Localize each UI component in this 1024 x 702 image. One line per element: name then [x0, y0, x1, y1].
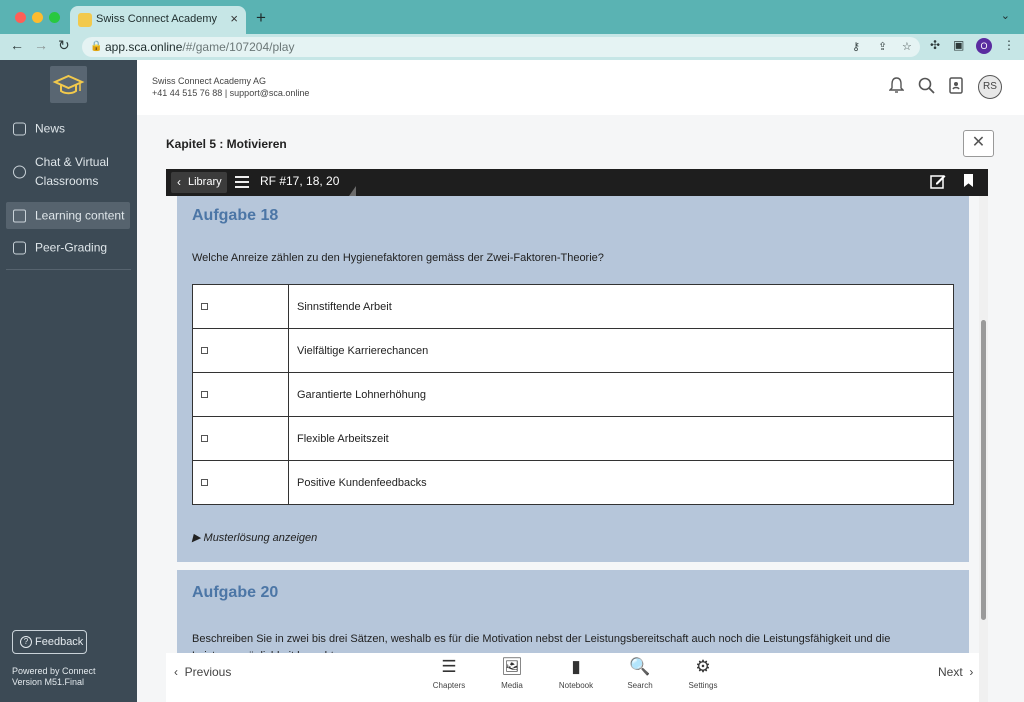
notebook-icon: ▮ — [571, 657, 581, 676]
reader-scrollbar[interactable] — [979, 196, 988, 702]
option-checkbox-cell — [193, 417, 289, 461]
scrollbar-thumb[interactable] — [981, 320, 986, 620]
gear-icon: ⚙ — [695, 657, 711, 676]
back-arrow-icon[interactable]: ← — [10, 37, 24, 53]
news-icon — [13, 123, 26, 136]
next-button[interactable]: Next › — [938, 665, 974, 679]
answer-options-table — [192, 284, 954, 505]
option-checkbox-cell — [193, 461, 289, 505]
favicon-icon — [78, 13, 92, 27]
option-row[interactable] — [193, 285, 954, 329]
checkbox[interactable] — [201, 391, 208, 398]
chevron-left-icon: ‹ — [177, 175, 181, 189]
address-bar[interactable] — [82, 37, 920, 57]
checkbox[interactable] — [201, 435, 208, 442]
contacts-book-icon[interactable] — [948, 77, 964, 99]
previous-button[interactable]: ‹ Previous — [174, 665, 232, 679]
version-label: Version M51.Final — [12, 677, 85, 687]
share-icon[interactable]: ⇪ — [878, 41, 888, 53]
notebook-button[interactable] — [546, 657, 606, 690]
profile-avatar[interactable]: O — [976, 38, 992, 54]
settings-label: Settings — [688, 681, 718, 690]
chat-icon — [13, 166, 26, 179]
search-icon[interactable] — [918, 77, 935, 99]
menu-icon[interactable] — [235, 176, 249, 188]
sidepanel-icon[interactable]: ▣ — [953, 38, 965, 52]
sidebar-item-label: Learning content — [35, 208, 125, 222]
sidebar-item-chat[interactable] — [6, 152, 130, 192]
option-row[interactable] — [193, 461, 954, 505]
notebook-label: Notebook — [558, 681, 594, 690]
star-icon[interactable]: ☆ — [902, 41, 912, 53]
triangle-right-icon: ▶ — [192, 532, 201, 544]
question-icon: ? — [20, 636, 32, 648]
image-icon: 🖼 — [501, 657, 523, 676]
option-label: Flexible Arbeitszeit — [289, 417, 954, 461]
option-label: Vielfältige Karrierechancen — [289, 329, 954, 373]
chapters-label: Chapters — [432, 681, 466, 690]
bookmark-icon[interactable] — [964, 174, 973, 187]
option-label: Positive Kundenfeedbacks — [289, 461, 954, 505]
browser-menu-icon[interactable]: ⋮ — [1003, 38, 1015, 52]
sidebar-item-label: Chat & Virtual Classrooms — [35, 155, 109, 188]
list-icon: ☰ — [441, 657, 457, 676]
sidebar-item-news[interactable] — [6, 119, 130, 139]
task-card-20 — [177, 570, 969, 656]
powered-by-label: Powered by Connect — [12, 666, 96, 676]
option-checkbox-cell — [193, 373, 289, 417]
option-label: Sinnstiftende Arbeit — [289, 285, 954, 329]
solution-label: Musterlösung anzeigen — [203, 532, 318, 544]
search-icon: 🔍 — [629, 657, 651, 676]
search-button[interactable] — [610, 657, 670, 690]
sidebar — [0, 60, 137, 702]
sidebar-item-label: News — [35, 121, 66, 136]
edit-note-icon[interactable] — [930, 173, 946, 193]
media-button[interactable] — [482, 657, 542, 690]
key-icon[interactable]: ⚷ — [852, 41, 861, 53]
browser-toolbar — [0, 34, 1024, 60]
extensions-icon[interactable]: ✣ — [930, 38, 941, 52]
show-solution-toggle[interactable] — [192, 531, 317, 544]
previous-label: Previous — [184, 665, 232, 679]
tab-search-chevron-icon[interactable]: ⌄ — [1000, 10, 1010, 22]
window-minimize-button[interactable] — [32, 12, 43, 23]
new-tab-icon[interactable]: + — [256, 8, 266, 27]
powered-by-text — [12, 666, 96, 688]
bell-icon[interactable] — [889, 77, 904, 99]
option-row[interactable] — [193, 373, 954, 417]
sidebar-divider — [6, 269, 131, 270]
search-label: Search — [627, 681, 653, 690]
tab-close-icon[interactable]: × — [230, 11, 238, 26]
task-card-18 — [177, 196, 969, 562]
browser-tab-bar — [0, 0, 1024, 34]
chapter-title: Kapitel 5 : Motivieren — [166, 137, 287, 151]
option-label: Garantierte Lohnerhöhung — [289, 373, 954, 417]
window-zoom-button[interactable] — [49, 12, 60, 23]
section-label: RF #17, 18, 20 — [260, 174, 340, 188]
option-row[interactable] — [193, 417, 954, 461]
option-checkbox-cell — [193, 329, 289, 373]
company-contact: +41 44 515 76 88 | support@sca.online — [152, 88, 310, 98]
task-title: Aufgabe 18 — [192, 207, 279, 224]
library-button[interactable] — [171, 172, 227, 193]
media-label: Media — [501, 681, 523, 690]
settings-button[interactable] — [673, 657, 733, 690]
task-title: Aufgabe 20 — [192, 584, 279, 601]
tab-title: Swiss Connect Academy — [96, 13, 218, 25]
close-button[interactable]: ✕ — [963, 130, 994, 157]
reload-icon[interactable]: ↻ — [58, 37, 70, 53]
app-header — [137, 60, 1024, 115]
checkbox[interactable] — [201, 303, 208, 310]
chapters-button[interactable] — [419, 657, 479, 690]
sidebar-item-peer-grading[interactable] — [6, 237, 130, 259]
company-info — [152, 75, 309, 99]
company-name: Swiss Connect Academy AG — [152, 76, 267, 86]
sidebar-item-label: Peer-Grading — [35, 240, 108, 255]
feedback-label: Feedback — [35, 636, 84, 648]
reader-toolbar — [166, 169, 988, 196]
forward-arrow-icon[interactable]: → — [34, 37, 48, 53]
checkbox[interactable] — [201, 479, 208, 486]
window-close-button[interactable] — [15, 12, 26, 23]
task-question: Beschreiben Sie in zwei bis drei Sätzen, weshalb es für die Motivation nebst der Leistungsbereitschaft auch noch die Leistungsfähigkeit und die — [192, 633, 891, 645]
peer-grading-icon — [13, 242, 26, 255]
graduation-cap-icon — [13, 209, 26, 222]
graduation-cap-logo-icon[interactable] — [50, 66, 87, 103]
option-row[interactable] — [193, 329, 954, 373]
task-question: Welche Anreize zählen zu den Hygienefaktoren gemäss der Zwei-Faktoren-Theorie? — [192, 252, 604, 264]
option-checkbox-cell — [193, 285, 289, 329]
checkbox[interactable] — [201, 347, 208, 354]
next-label: Next — [938, 665, 963, 679]
content-reader — [166, 169, 988, 702]
url-text: app.sca.online/#/game/107204/play — [105, 40, 295, 54]
reader-footer — [166, 653, 979, 702]
library-label: Library — [188, 176, 222, 188]
feedback-button[interactable] — [12, 630, 87, 654]
lock-icon: 🔒 — [90, 41, 103, 52]
user-avatar[interactable]: RS — [978, 75, 1002, 99]
sidebar-item-learning-content[interactable] — [6, 202, 130, 229]
browser-tab[interactable] — [70, 6, 246, 34]
toolbar-notch — [349, 186, 356, 196]
